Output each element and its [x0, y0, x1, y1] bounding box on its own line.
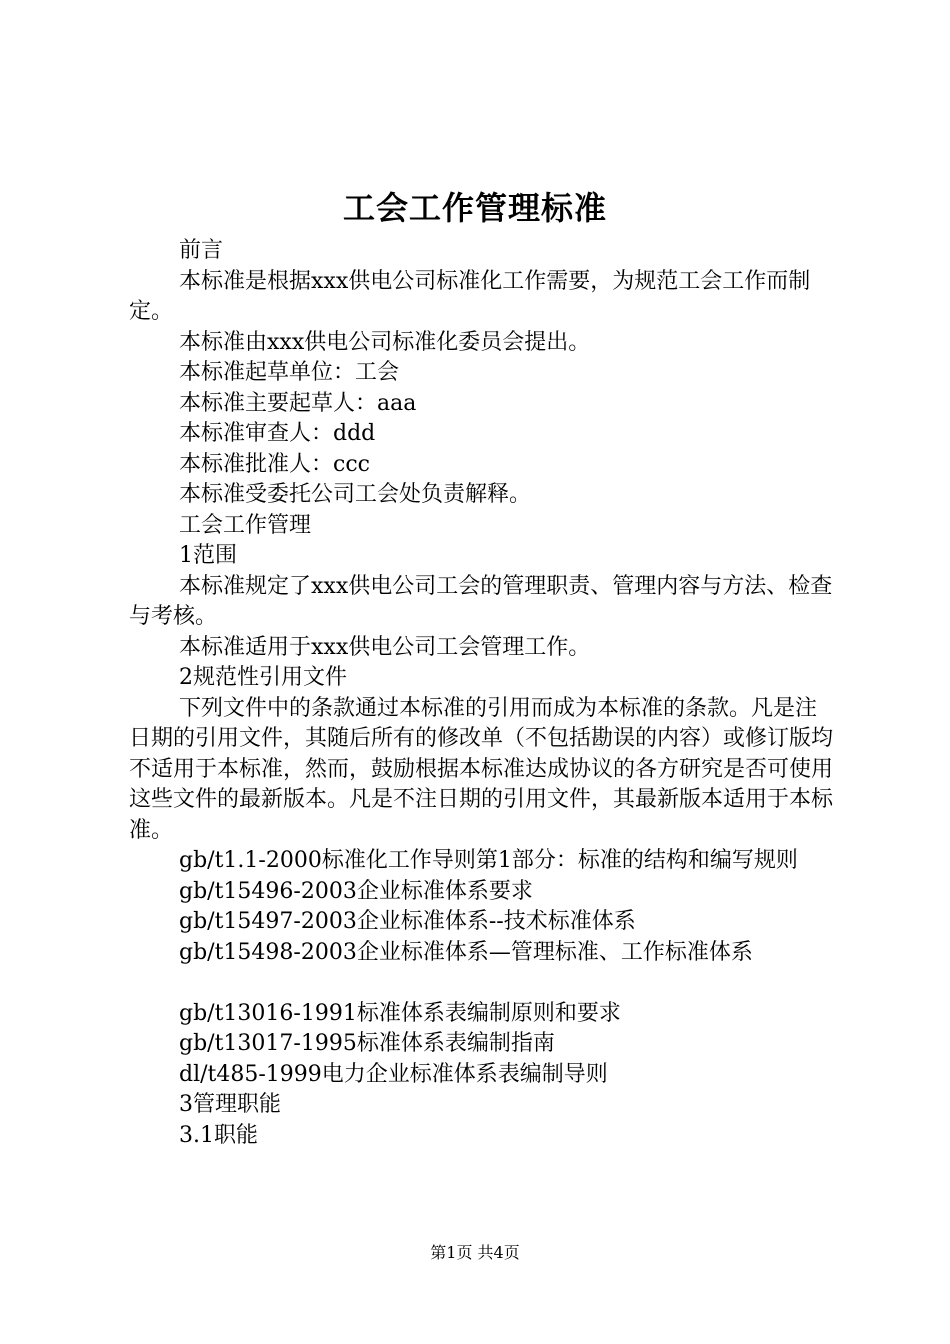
- paragraph: 本标准主要起草人：aaa: [179, 390, 417, 416]
- section-heading: 2规范性引用文件: [179, 665, 347, 690]
- document-title: 工会工作管理标准: [342, 189, 607, 227]
- reference-item: gb/t15496-2003企业标准体系要求: [179, 878, 533, 904]
- reference-item: gb/t15498-2003企业标准体系—管理标准、工作标准体系: [179, 939, 753, 965]
- reference-item: dl/t485-1999电力企业标准体系表编制导则: [179, 1061, 608, 1087]
- paragraph: 本标准规定了xxx供电公司工会的管理职责、管理内容与方法、检查与考核。: [129, 573, 833, 629]
- section-heading: 3管理职能: [179, 1092, 281, 1117]
- paragraph-preface-heading: 前言: [179, 238, 224, 263]
- section-heading: 1范围: [179, 543, 237, 568]
- reference-item: gb/t13017-1995标准体系表编制指南: [179, 1031, 555, 1056]
- section-heading: 工会工作管理: [179, 512, 312, 538]
- paragraph: 本标准由xxx供电公司标准化委员会提出。: [179, 329, 591, 355]
- paragraph: 本标准起草单位：工会: [179, 360, 400, 385]
- paragraph: 本标准是根据xxx供电公司标准化工作需要，为规范工会工作而制定。: [129, 268, 811, 324]
- reference-item: gb/t13016-1991标准体系表编制原则和要求: [179, 1000, 621, 1026]
- document-body: [129, 236, 835, 1151]
- subsection-heading: 3.1职能: [179, 1122, 258, 1148]
- paragraph: 本标准批准人：ccc: [179, 451, 370, 477]
- paragraph: 下列文件中的条款通过本标准的引用而成为本标准的条款。凡是注日期的引用文件，其随后所有的修改单（不包括勘误的内容）或修订版均不适用于本标准，然而，鼓励根据本标准达成协议的各方研究是否可使用这些文件的最新版本。凡是不注日期的引用文件，其最新版本适用于本标准。: [129, 695, 834, 843]
- paragraph: 本标准适用于xxx供电公司工会管理工作。: [179, 634, 591, 660]
- reference-item: gb/t1.1-2000标准化工作导则第1部分：标准的结构和编写规则: [179, 848, 798, 873]
- paragraph: 本标准受委托公司工会处负责解释。: [179, 482, 532, 507]
- reference-item: gb/t15497-2003企业标准体系--技术标准体系: [179, 909, 636, 934]
- page-number-footer: 第1页 共4页: [430, 1243, 520, 1262]
- blank-line: [129, 968, 835, 999]
- paragraph: 本标准审查人：ddd: [179, 421, 376, 446]
